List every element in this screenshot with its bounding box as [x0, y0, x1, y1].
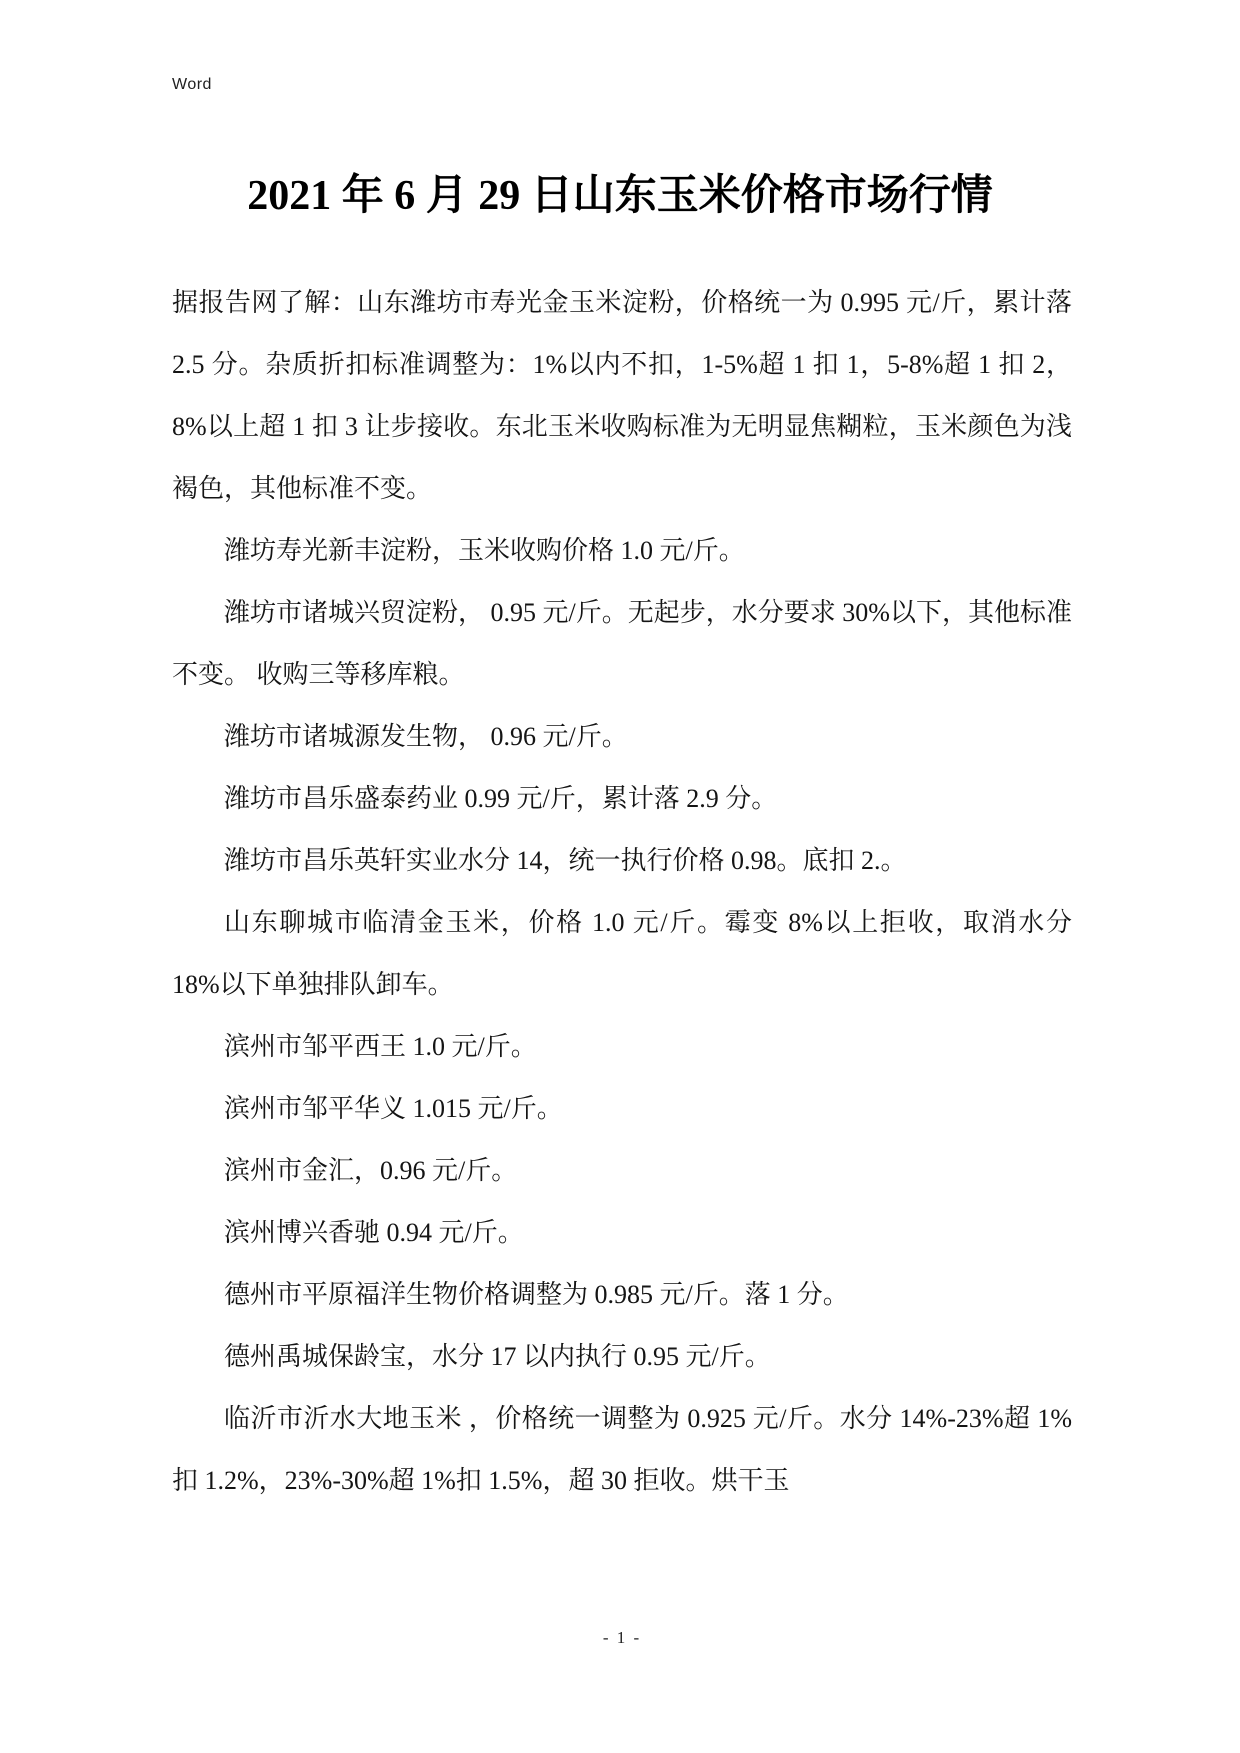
paragraph: 潍坊市诸城兴贸淀粉， 0.95 元/斤。无起步，水分要求 30%以下，其他标准不变。 收购三等移库粮。 — [172, 598, 1072, 689]
paragraph: 滨州博兴香驰 0.94 元/斤。 — [224, 1218, 524, 1247]
paragraph: 山东聊城市临清金玉米，价格 1.0 元/斤。霉变 8%以上拒收，取消水分 18%以下单独排队卸车。 — [172, 908, 1072, 999]
paragraph: 潍坊市昌乐盛泰药业 0.99 元/斤，累计落 2.9 分。 — [224, 784, 778, 813]
paragraph: 滨州市邹平西王 1.0 元/斤。 — [224, 1032, 537, 1061]
paragraph: 潍坊市诸城源发生物， 0.96 元/斤。 — [224, 722, 628, 751]
page-number: - 1 - — [602, 1628, 642, 1647]
paragraph: 德州禹城保龄宝，水分 17 以内执行 0.95 元/斤。 — [224, 1342, 771, 1371]
paragraph: 临沂市沂水大地玉米 ，价格统一调整为 0.925 元/斤。水分 14%-23%超 1%扣 1.2%，23%-30%超 1%扣 1.5%，超 30 拒收。烘干玉 — [172, 1404, 1072, 1495]
document-body — [172, 272, 1072, 1512]
paragraph: 滨州市邹平华义 1.015 元/斤。 — [224, 1094, 563, 1123]
paragraph: 德州市平原福洋生物价格调整为 0.985 元/斤。落 1 分。 — [224, 1280, 849, 1309]
paragraph: 潍坊寿光新丰淀粉，玉米收购价格 1.0 元/斤。 — [224, 536, 745, 565]
paragraph: 据报告网了解：山东潍坊市寿光金玉米淀粉，价格统一为 0.995 元/斤，累计落 2.5 分。杂质折扣标准调整为：1%以内不扣，1-5%超 1 扣 1，5-8%超 1 扣 2，8%以上超 1 扣 3 让步接收。东北玉米收购标准为无明显焦糊粒，玉米颜色为浅褐色，其他标准不变。 — [172, 288, 1072, 503]
paragraph: 滨州市金汇，0.96 元/斤。 — [224, 1156, 518, 1185]
paragraph: 潍坊市昌乐英轩实业水分 14，统一执行价格 0.98。底扣 2.。 — [224, 846, 907, 875]
document-title: 2021 年 6 月 29 日山东玉米价格市场行情 — [247, 173, 993, 219]
app-label: Word — [172, 76, 212, 93]
